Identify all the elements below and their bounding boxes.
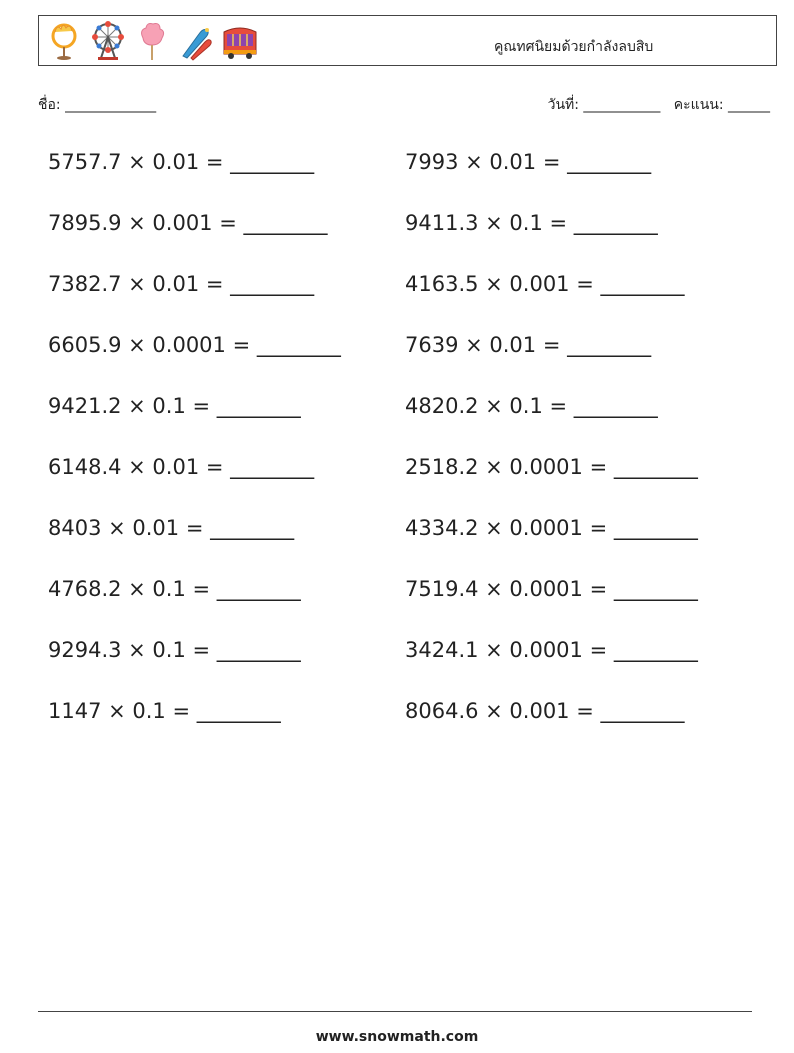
problem-8: 7639 × 0.01 = ________ [405,333,652,357]
problem-10: 4820.2 × 0.1 = ________ [405,394,658,418]
header-icons [45,20,259,62]
problem-17: 9294.3 × 0.1 = ________ [48,638,301,662]
problem-11: 6148.4 × 0.01 = ________ [48,455,315,479]
problem-19: 1147 × 0.1 = ________ [48,699,281,723]
problem-15: 4768.2 × 0.1 = ________ [48,577,301,601]
problem-1: 5757.7 × 0.01 = ________ [48,150,315,174]
problem-14: 4334.2 × 0.0001 = ________ [405,516,698,540]
ferris-wheel-icon [89,20,127,62]
name-field [38,94,156,116]
footer-divider [38,1011,752,1012]
problem-grid [48,146,768,756]
problem-3: 7895.9 × 0.001 = ________ [48,211,328,235]
date-score-fields [548,94,770,116]
problem-9: 9421.2 × 0.1 = ________ [48,394,301,418]
score-label: คะแนน: [673,97,724,113]
cotton-candy-icon [133,20,171,62]
problem-20: 8064.6 × 0.001 = ________ [405,699,685,723]
date-blank: ___________ [583,97,661,113]
tram-car-icon [221,20,259,62]
juggling-pins-icon [177,20,215,62]
date-label: วันที่: [547,97,579,113]
worksheet-title: คูณทศนิยมด้วยกำลังลบสิบ [494,39,654,55]
footer-url[interactable]: www.snowmath.com [315,1029,479,1045]
problem-18: 3424.1 × 0.0001 = ________ [405,638,698,662]
name-label: ชื่อ: [38,97,61,113]
problem-12: 2518.2 × 0.0001 = ________ [405,455,698,479]
juggling-ring-icon [45,20,83,62]
problem-5: 7382.7 × 0.01 = ________ [48,272,315,296]
problem-7: 6605.9 × 0.0001 = ________ [48,333,341,357]
score-blank: ______ [728,97,770,113]
problem-2: 7993 × 0.01 = ________ [405,150,652,174]
problem-4: 9411.3 × 0.1 = ________ [405,211,658,235]
problem-6: 4163.5 × 0.001 = ________ [405,272,685,296]
problem-16: 7519.4 × 0.0001 = ________ [405,577,698,601]
worksheet-header [38,15,777,66]
name-blank: _____________ [65,97,157,113]
problem-13: 8403 × 0.01 = ________ [48,516,295,540]
